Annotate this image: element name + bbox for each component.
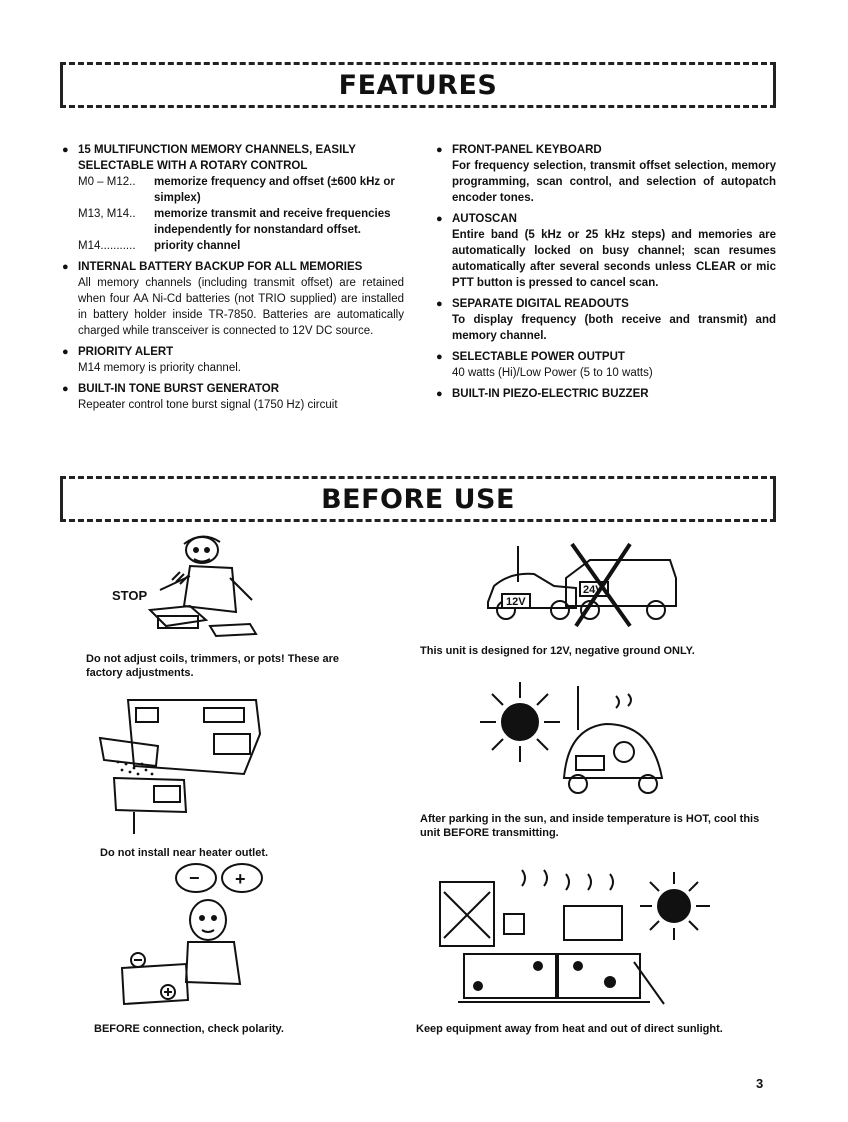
feature-body: To display frequency (both receive and transmit) and memory channel. [452, 314, 776, 342]
feature-heading: AUTOSCAN [452, 213, 517, 225]
feature-body: M14 memory is priority channel. [78, 362, 241, 374]
feature-body: For frequency selection, transmit offset selection, memory programming, scan control, and selection of autopatch encoder tones. [452, 160, 776, 204]
feature-heading: FRONT-PANEL KEYBOARD [452, 144, 602, 156]
bullet-icon: ● [436, 351, 443, 363]
label-24v: 24V [583, 584, 603, 596]
memory-value: memorize frequency and offset (±600 kHz or simplex) [154, 176, 395, 204]
memory-key: M13, M14.. [78, 208, 136, 220]
feature-heading: BUILT-IN TONE BURST GENERATOR [78, 383, 280, 395]
feature-heading: 15 MULTIFUNCTION MEMORY CHANNELS, EASILY SELECTABLE WITH A ROTARY CONTROL [78, 144, 356, 172]
bullet-icon: ● [436, 213, 443, 225]
feature-power-output [436, 349, 776, 381]
feature-body: 40 watts (Hi)/Low Power (5 to 10 watts) [452, 367, 653, 379]
memory-value: priority channel [154, 240, 241, 252]
memory-key: M0 – M12.. [78, 176, 136, 188]
features-banner [60, 62, 776, 108]
features-left-column [62, 142, 404, 418]
feature-heading: BUILT-IN PIEZO-ELECTRIC BUZZER [452, 388, 649, 400]
feature-heading: INTERNAL BATTERY BACKUP FOR ALL MEMORIES [78, 261, 363, 273]
bullet-icon: ● [62, 144, 69, 156]
stop-label: STOP [112, 588, 148, 603]
feature-battery-backup [62, 259, 404, 339]
caption-heater: Do not install near heater outlet. [100, 847, 269, 859]
feature-memory-channels [62, 142, 404, 254]
caption-adjust: Do not adjust coils, trimmers, or pots! These are factory adjustments. [86, 653, 340, 679]
feature-digital-readouts [436, 296, 776, 344]
bullet-icon: ● [62, 346, 69, 358]
feature-keyboard [436, 142, 776, 206]
feature-body: All memory channels (including transmit offset) are retained when four AA Ni-Cd batteries (not TRIO supplied) are installed in battery holder inside TR-7850. Batteries are automatically charged while transceiver is connected to 12V DC source. [78, 277, 404, 337]
feature-heading: PRIORITY ALERT [78, 346, 174, 358]
plus-label: + [235, 869, 246, 889]
feature-tone-burst [62, 381, 404, 413]
caption-voltage: This unit is designed for 12V, negative ground ONLY. [420, 645, 695, 657]
memory-row [78, 238, 404, 254]
page-number: 3 [756, 1076, 764, 1091]
vehicles-voltage-illustration [480, 538, 690, 630]
feature-heading: SEPARATE DIGITAL READOUTS [452, 298, 629, 310]
bullet-icon: ● [436, 388, 443, 400]
before-use-title: BEFORE USE [321, 483, 515, 515]
heater-outlet-illustration [94, 694, 264, 840]
bullet-icon: ● [62, 261, 69, 273]
caption-sun: After parking in the sun, and inside temperature is HOT, cool this unit BEFORE transmitting. [420, 813, 760, 839]
feature-buzzer [436, 386, 776, 402]
caption-polarity: BEFORE connection, check polarity. [94, 1023, 284, 1035]
feature-body: Repeater control tone burst signal (1750 Hz) circuit [78, 399, 338, 411]
before-use-banner [60, 476, 776, 522]
memory-key: M14........... [78, 240, 136, 252]
memory-value: memorize transmit and receive frequencies independently for nonstandard offset. [154, 208, 391, 236]
feature-priority-alert [62, 344, 404, 376]
memory-row [78, 174, 404, 206]
bullet-icon: ● [436, 298, 443, 310]
features-title: FEATURES [338, 69, 498, 101]
feature-heading: SELECTABLE POWER OUTPUT [452, 351, 625, 363]
caption-sunlight: Keep equipment away from heat and out of direct sunlight. [416, 1023, 723, 1035]
hot-car-illustration [476, 680, 676, 800]
minus-label: − [189, 868, 200, 888]
features-right-column [436, 142, 776, 407]
bullet-icon: ● [62, 383, 69, 395]
battery-polarity-illustration [116, 860, 276, 1012]
memory-row [78, 206, 404, 238]
technician-stop-illustration [110, 528, 270, 646]
label-12v: 12V [506, 596, 526, 608]
sunlight-equipment-illustration [434, 862, 724, 1008]
feature-body: Entire band (5 kHz or 25 kHz steps) and memories are automatically locked on busy channel; scan resumes automatically after several seconds unless CLEAR or mic PTT button is pressed to cancel scan. [452, 229, 776, 289]
feature-autoscan [436, 211, 776, 291]
bullet-icon: ● [436, 144, 443, 156]
